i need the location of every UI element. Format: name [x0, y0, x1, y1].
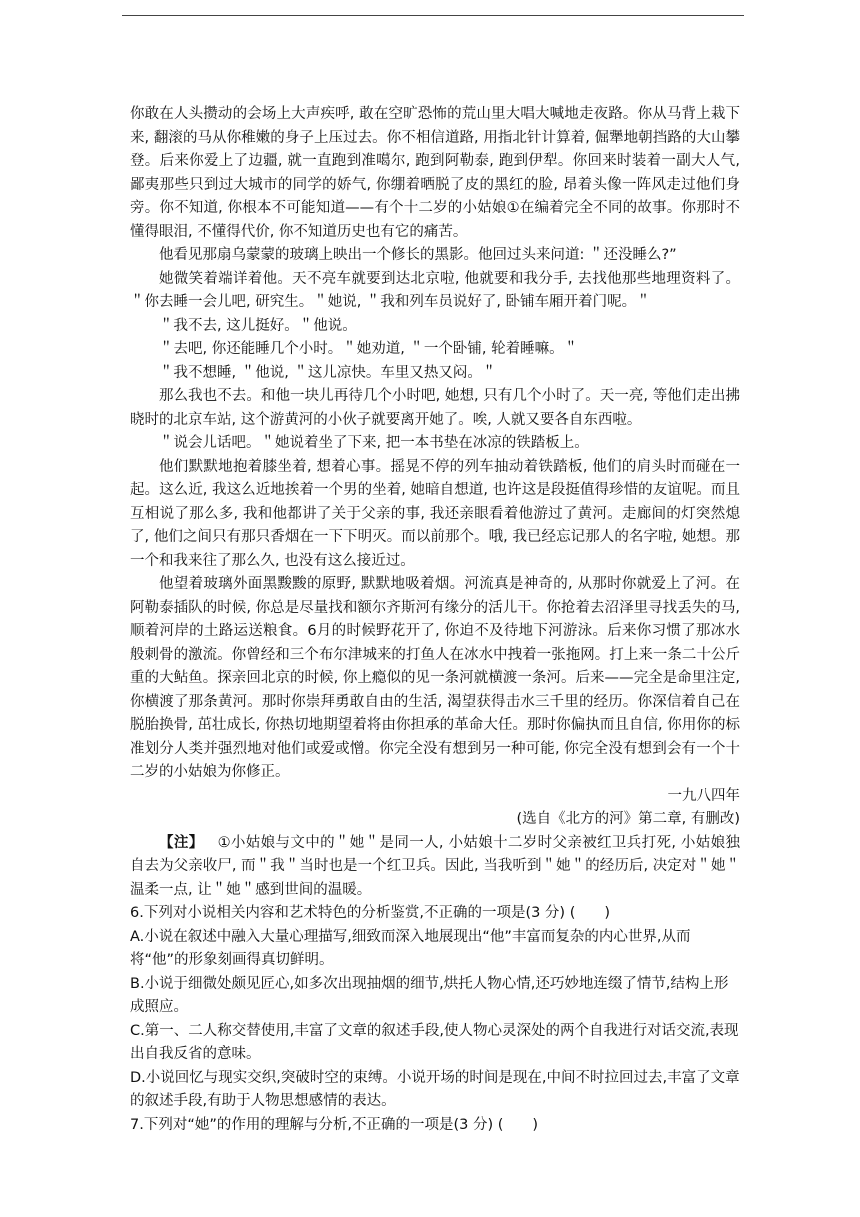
date-line: 一九八四年: [667, 787, 740, 804]
document-body: [130, 103, 740, 1137]
paragraph-2: 他看见那扇乌蒙蒙的玻璃上映出一个修长的黑影。他回过头来问道: ＂还没睡么?”: [159, 247, 677, 263]
paragraph-9: 他们默默地抱着膝坐着, 想着心事。摇晃不停的列车抽动着铁踏板, 他们的肩头时而碰在一起。这么近, 我这么近地挨着一个男的坐着, 她暗自想道, 也许这是段挺值得珍惜的友谊呢。而且互相说了那么多, 我和他都讲了关于父亲的事, 我还亲眼看着他游过了黄河。走廊间的灯突然熄了, 他们之间只有那只香烟在一下下明灭。而以前那个。哦, 我已经忘记那人的名字啦, 她想。那一个和我来往了那么久, 也没有这么接近过。: [130, 458, 740, 569]
footnote-label: 【注】: [159, 834, 204, 851]
header-rule: [122, 15, 744, 16]
paragraph-10: 他望着玻璃外面黑黢黢的原野, 默默地吸着烟。河流真是神奇的, 从那时你就爱上了河。在阿勒泰插队的时候, 你总是尽量找和额尔齐斯河有缘分的活儿干。你抢着去沼泽里寻找丢失的马, 顺着河岸的土路运送粮食。6月的时候野花开了, 你迫不及待地下河游泳。后来你习惯了那冰水般刺骨的激流。你曾经和三个布尔津城来的打鱼人在冰水中拽着一张拖网。打上来一条二十公斤重的大鲇鱼。探亲回北京的时候, 你上瘾似的见一条河就横渡一条河。后来——完全是命里注定, 你横渡了那条黄河。那时你崇拜勇敢自由的生活, 渴望获得击水三千里的经历。你深信着自己在脱胎换骨, 茁壮成长, 你热切地期望着将由你担承的革命大任。那时你偏执而且自信, 你用你的标准划分人类并强烈地对他们或爱或憎。你完全没有想到另一种可能, 你完全没有想到会有一个十二岁的小姑娘为你修正。: [130, 576, 740, 780]
paragraph-6: ＂我不想睡, ＂他说, ＂这儿凉快。车里又热又闷。＂: [159, 364, 497, 381]
question-6-stem: 6.下列对小说相关内容和艺术特色的分析鉴赏,不正确的一项是(3 分) ( ): [130, 905, 611, 921]
question-6-option-c: C.第一、二人称交替使用,丰富了文章的叙述手段,使人物心灵深处的两个自我进行对话交流,表现出自我反省的意味。: [130, 1022, 739, 1062]
source-line: (选自《北方的河》第二章, 有删改): [516, 811, 740, 827]
paragraph-3: 她微笑着端详着他。天不亮车就要到达北京啦, 他就要和我分手, 去找他那些地理资料了。＂你去睡一会儿吧, 研究生。＂她说, ＂我和列车员说好了, 卧铺车厢开着门呢。＂: [130, 270, 740, 310]
paragraph-1: 你敢在人头攒动的会场上大声疾呼, 敢在空旷恐怖的荒山里大唱大喊地走夜路。你从马背上栽下来, 翻滚的马从你稚嫩的身子上压过去。你不相信道路, 用指北针计算着, 倔犟地朝挡路的大山攀登。后来你爱上了边疆, 就一直跑到准噶尔, 跑到阿勒泰, 跑到伊犁。你回来时装着一副大人气, 鄙夷那些只到过大城市的同学的娇气, 你绷着晒脱了皮的黑红的脸, 昂着头像一阵风走过他们身旁。你不知道, 你根本不可能知道——有个十二岁的小姑娘①在编着完全不同的故事。你那时不懂得眼泪, 不懂得代价, 你不知道历史也有它的痛苦。: [130, 106, 740, 240]
question-6-option-b: B.小说于细微处颇见匠心,如多次出现抽烟的细节,烘托人物心情,还巧妙地连缀了情节,结构上形成照应。: [130, 975, 729, 1015]
footnote: [130, 832, 740, 903]
question-7-stem: 7.下列对“她”的作用的理解与分析,不正确的一项是(3 分) ( ): [130, 1116, 539, 1133]
paragraph-8: ＂说会儿话吧。＂她说着坐了下来, 把一本书垫在冰凉的铁踏板上。: [159, 435, 589, 451]
paragraph-5: ＂去吧, 你还能睡几个小时。＂她劝道, ＂一个卧铺, 轮着睡嘛。＂: [159, 341, 579, 357]
paragraph-4: ＂我不去, 这儿挺好。＂他说。: [159, 317, 357, 334]
question-6-option-a: A.小说在叙述中融入大量心理描写,细致而深入地展现出“他”丰富而复杂的内心世界,从而将“他”的形象刻画得真切鲜明。: [130, 928, 691, 968]
footnote-text: ①小姑娘与文中的＂她＂是同一人, 小姑娘十二岁时父亲被红卫兵打死, 小姑娘独自去为父亲收尸, 而＂我＂当时也是一个红卫兵。因此, 当我听到＂她＂的经历后, 决定对＂她＂温柔一点, 让＂她＂感到世间的温暖。: [130, 834, 741, 898]
question-6-option-d: D.小说回忆与现实交织,突破时空的束缚。小说开场的时间是现在,中间不时拉回过去,丰富了文章的叙述手段,有助于人物思想感情的表达。: [130, 1069, 740, 1109]
paragraph-7: 那么我也不去。和他一块儿再待几个小时吧, 她想, 只有几个小时了。天一亮, 等他们走出拂晓时的北京车站, 这个游黄河的小伙子就要离开她了。唉, 人就又要各自东西啦。: [130, 388, 740, 428]
